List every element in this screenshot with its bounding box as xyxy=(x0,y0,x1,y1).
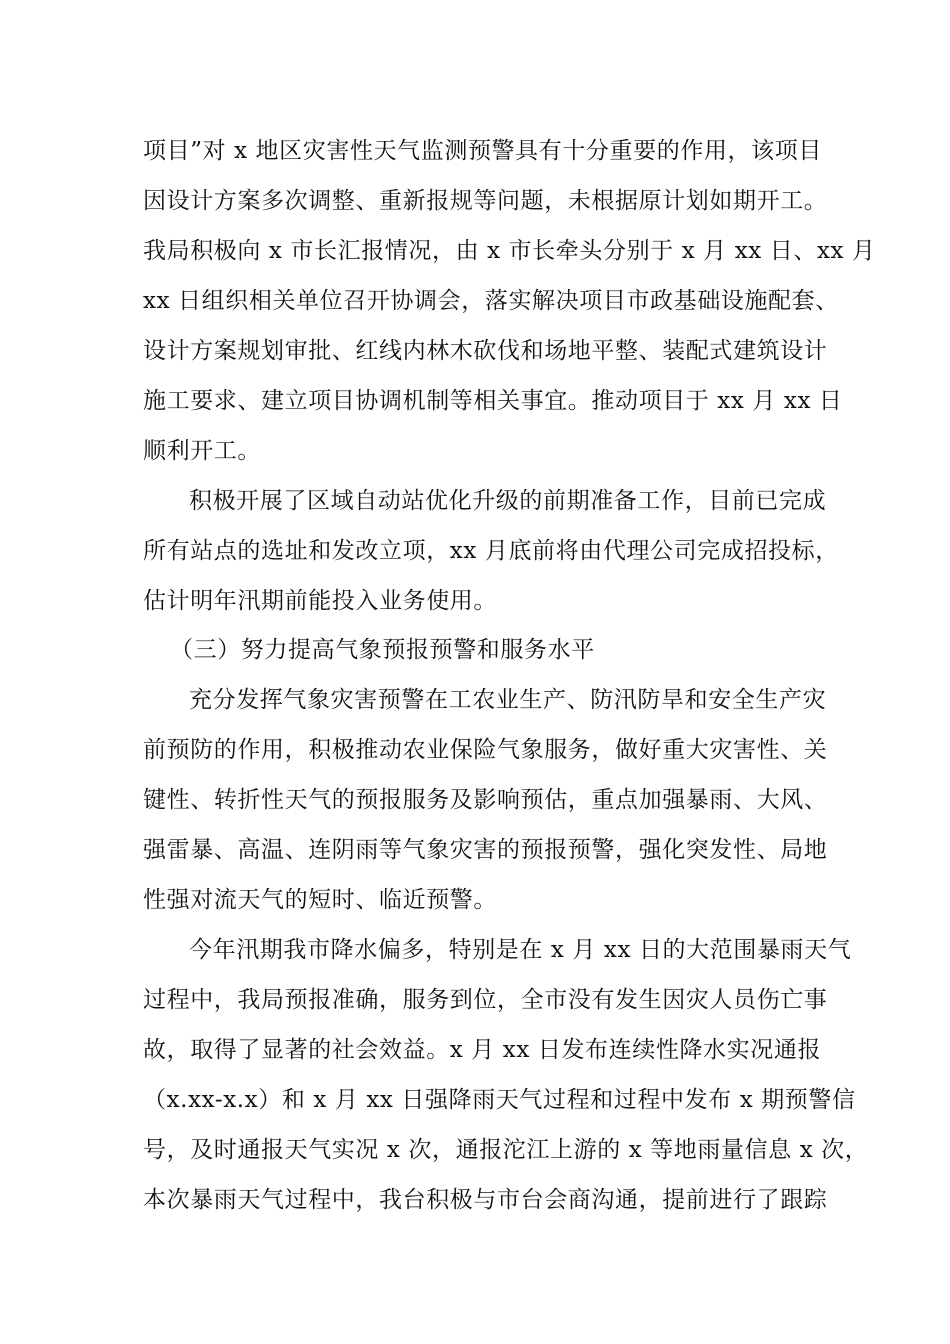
body-text-line: （x.xx-x.x）和 x 月 xx 日强降雨天气过程和过程中发布 x 期预警信 xyxy=(143,1087,856,1113)
body-text-line: 性强对流天气的短时、临近预警。 xyxy=(143,887,497,913)
body-text-line: 过程中，我局预报准确，服务到位，全市没有发生因灾人员伤亡事 xyxy=(143,987,828,1013)
body-text-line: 项目”对 x 地区灾害性天气监测预警具有十分重要的作用，该项目 xyxy=(143,138,822,164)
body-text-line: xx 日组织相关单位召开协调会，落实解决项目市政基础设施配套、 xyxy=(143,288,839,314)
body-text-line: 施工要求、建立项目协调机制等相关事宜。推动项目于 xx 月 xx 日 xyxy=(143,388,843,414)
body-text-line: 估计明年汛期前能投入业务使用。 xyxy=(143,588,497,614)
paragraph-first-line: 积极开展了区域自动站优化升级的前期准备工作，目前已完成 xyxy=(189,488,827,514)
paragraph-first-line: 充分发挥气象灾害预警在工农业生产、防汛防旱和安全生产灾 xyxy=(189,687,827,713)
body-text-line: 我局积极向 x 市长汇报情况，由 x 市长牵头分别于 x 月 xx 日、xx 月 xyxy=(143,238,876,264)
body-text-line: 号，及时通报天气实况 x 次，通报沱江上游的 x 等地雨量信息 x 次， xyxy=(143,1137,869,1163)
body-text-line: 键性、转折性天气的预报服务及影响预估，重点加强暴雨、大风、 xyxy=(143,787,828,813)
body-text-line: 因设计方案多次调整、重新报规等问题，未根据原计划如期开工。 xyxy=(143,188,828,214)
body-text-line: 强雷暴、高温、连阴雨等气象灾害的预报预警，强化突发性、局地 xyxy=(143,837,828,863)
body-text-line: 故，取得了显著的社会效益。x 月 xx 日发布连续性降水实况通报 xyxy=(143,1037,822,1063)
body-text-line: 顺利开工。 xyxy=(143,438,261,464)
body-text-line: 本次暴雨天气过程中，我台积极与市台会商沟通，提前进行了跟踪 xyxy=(143,1187,828,1213)
body-text-line: 所有站点的选址和发改立项，xx 月底前将由代理公司完成招投标， xyxy=(143,538,839,564)
section-heading: （三）努力提高气象预报预警和服务水平 xyxy=(170,637,595,663)
body-text-line: 前预防的作用，积极推动农业保险气象服务，做好重大灾害性、关 xyxy=(143,737,828,763)
paragraph-first-line: 今年汛期我市降水偏多，特别是在 x 月 xx 日的大范围暴雨天气 xyxy=(189,937,852,963)
body-text-line: 设计方案规划审批、红线内林木砍伐和场地平整、装配式建筑设计 xyxy=(143,338,828,364)
